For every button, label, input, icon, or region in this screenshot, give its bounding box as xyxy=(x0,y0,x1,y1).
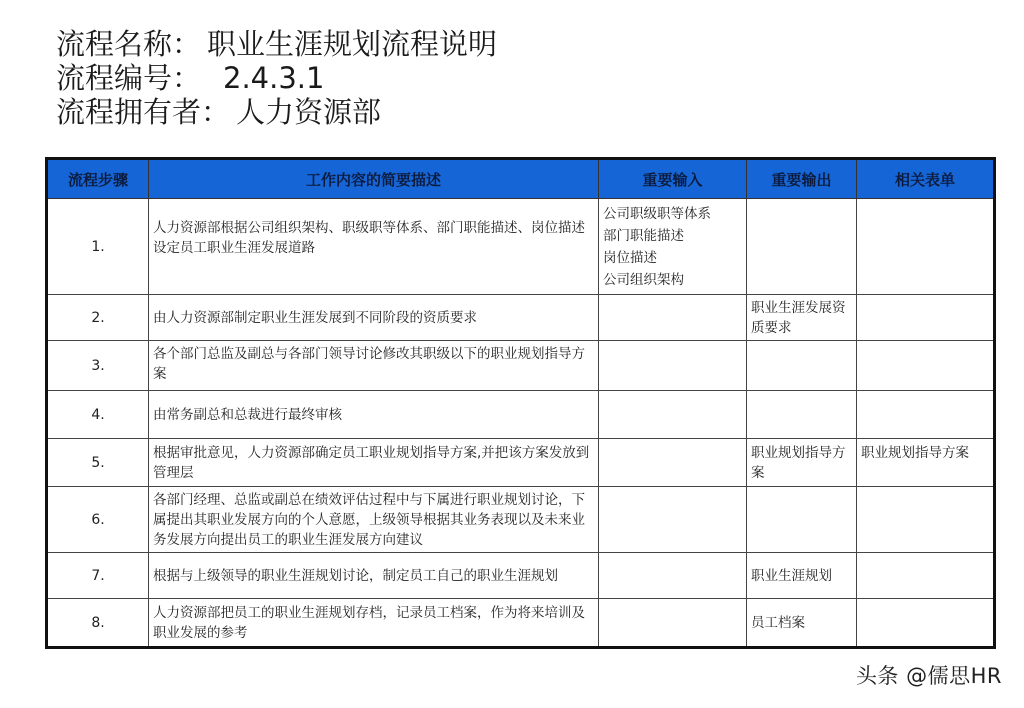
input-item: 公司组织架构 xyxy=(603,272,684,288)
step-description: 人力资源部根据公司组织架构、职级职等体系、部门职能描述、岗位描述设定员工职业生涯发展道路 xyxy=(149,199,599,295)
step-number: 7. xyxy=(47,553,149,599)
step-form xyxy=(857,487,995,553)
process-number-label: 流程编号： xyxy=(56,61,202,95)
process-table xyxy=(45,157,996,649)
process-owner-value: 人力资源部 xyxy=(236,95,382,129)
step-description: 各个部门总监及副总与各部门领导讨论修改其职级以下的职业规划指导方案 xyxy=(149,341,599,391)
step-form xyxy=(857,599,995,648)
table-row xyxy=(47,341,995,391)
step-output: 职业生涯规划 xyxy=(747,553,857,599)
step-description: 根据与上级领导的职业生涯规划讨论，制定员工自己的职业生涯规划 xyxy=(149,553,599,599)
step-output xyxy=(747,487,857,553)
column-header-description: 工作内容的简要描述 xyxy=(149,159,599,199)
table-row xyxy=(47,391,995,439)
step-form: 职业规划指导方案 xyxy=(857,439,995,487)
process-number-line xyxy=(56,61,497,95)
input-item: 岗位描述 xyxy=(603,250,657,266)
step-inputs xyxy=(599,391,747,439)
process-number-value: 2.4.3.1 xyxy=(223,61,325,95)
step-inputs xyxy=(599,439,747,487)
step-inputs xyxy=(599,341,747,391)
table-row xyxy=(47,487,995,553)
step-number: 2. xyxy=(47,295,149,341)
step-number: 3. xyxy=(47,341,149,391)
table-row xyxy=(47,439,995,487)
step-output xyxy=(747,391,857,439)
step-form xyxy=(857,341,995,391)
column-header-forms: 相关表单 xyxy=(857,159,995,199)
step-number: 6. xyxy=(47,487,149,553)
table-row xyxy=(47,599,995,648)
step-number: 8. xyxy=(47,599,149,648)
step-output xyxy=(747,199,857,295)
step-number: 5. xyxy=(47,439,149,487)
table-row xyxy=(47,553,995,599)
process-owner-label: 流程拥有者： xyxy=(56,95,231,129)
step-description: 由常务副总和总裁进行最终审核 xyxy=(149,391,599,439)
step-output xyxy=(747,341,857,391)
process-name-label: 流程名称： xyxy=(56,27,202,61)
step-output: 职业规划指导方案 xyxy=(747,439,857,487)
process-name-value: 职业生涯规划流程说明 xyxy=(207,27,498,61)
step-form xyxy=(857,199,995,295)
step-form xyxy=(857,295,995,341)
process-owner-line xyxy=(56,95,497,129)
step-form xyxy=(857,391,995,439)
table-row xyxy=(47,295,995,341)
table-row xyxy=(47,199,995,295)
step-inputs xyxy=(599,295,747,341)
watermark: 头条 @儒思HR xyxy=(855,664,1002,688)
column-header-step: 流程步骤 xyxy=(47,159,149,199)
table-header-row xyxy=(47,159,995,199)
step-number: 1. xyxy=(47,199,149,295)
step-description: 根据审批意见，人力资源部确定员工职业规划指导方案,并把该方案发放到管理层 xyxy=(149,439,599,487)
input-item: 公司职级职等体系 xyxy=(603,206,711,222)
step-output: 职业生涯发展资质要求 xyxy=(747,295,857,341)
step-description: 各部门经理、总监或副总在绩效评估过程中与下属进行职业规划讨论，下属提出其职业发展方向的个人意愿，上级领导根据其业务表现以及未来业务发展方向提出员工的职业生涯发展方向建议 xyxy=(149,487,599,553)
step-inputs xyxy=(599,487,747,553)
step-form xyxy=(857,553,995,599)
step-inputs xyxy=(599,553,747,599)
step-inputs xyxy=(599,599,747,648)
column-header-inputs: 重要输入 xyxy=(599,159,747,199)
step-output: 员工档案 xyxy=(747,599,857,648)
step-description: 由人力资源部制定职业生涯发展到不同阶段的资质要求 xyxy=(149,295,599,341)
process-header xyxy=(56,27,497,129)
process-name-line xyxy=(56,27,497,61)
input-item: 部门职能描述 xyxy=(603,228,684,244)
step-number: 4. xyxy=(47,391,149,439)
column-header-outputs: 重要输出 xyxy=(747,159,857,199)
step-description: 人力资源部把员工的职业生涯规划存档，记录员工档案，作为将来培训及职业发展的参考 xyxy=(149,599,599,648)
step-inputs xyxy=(599,199,747,295)
